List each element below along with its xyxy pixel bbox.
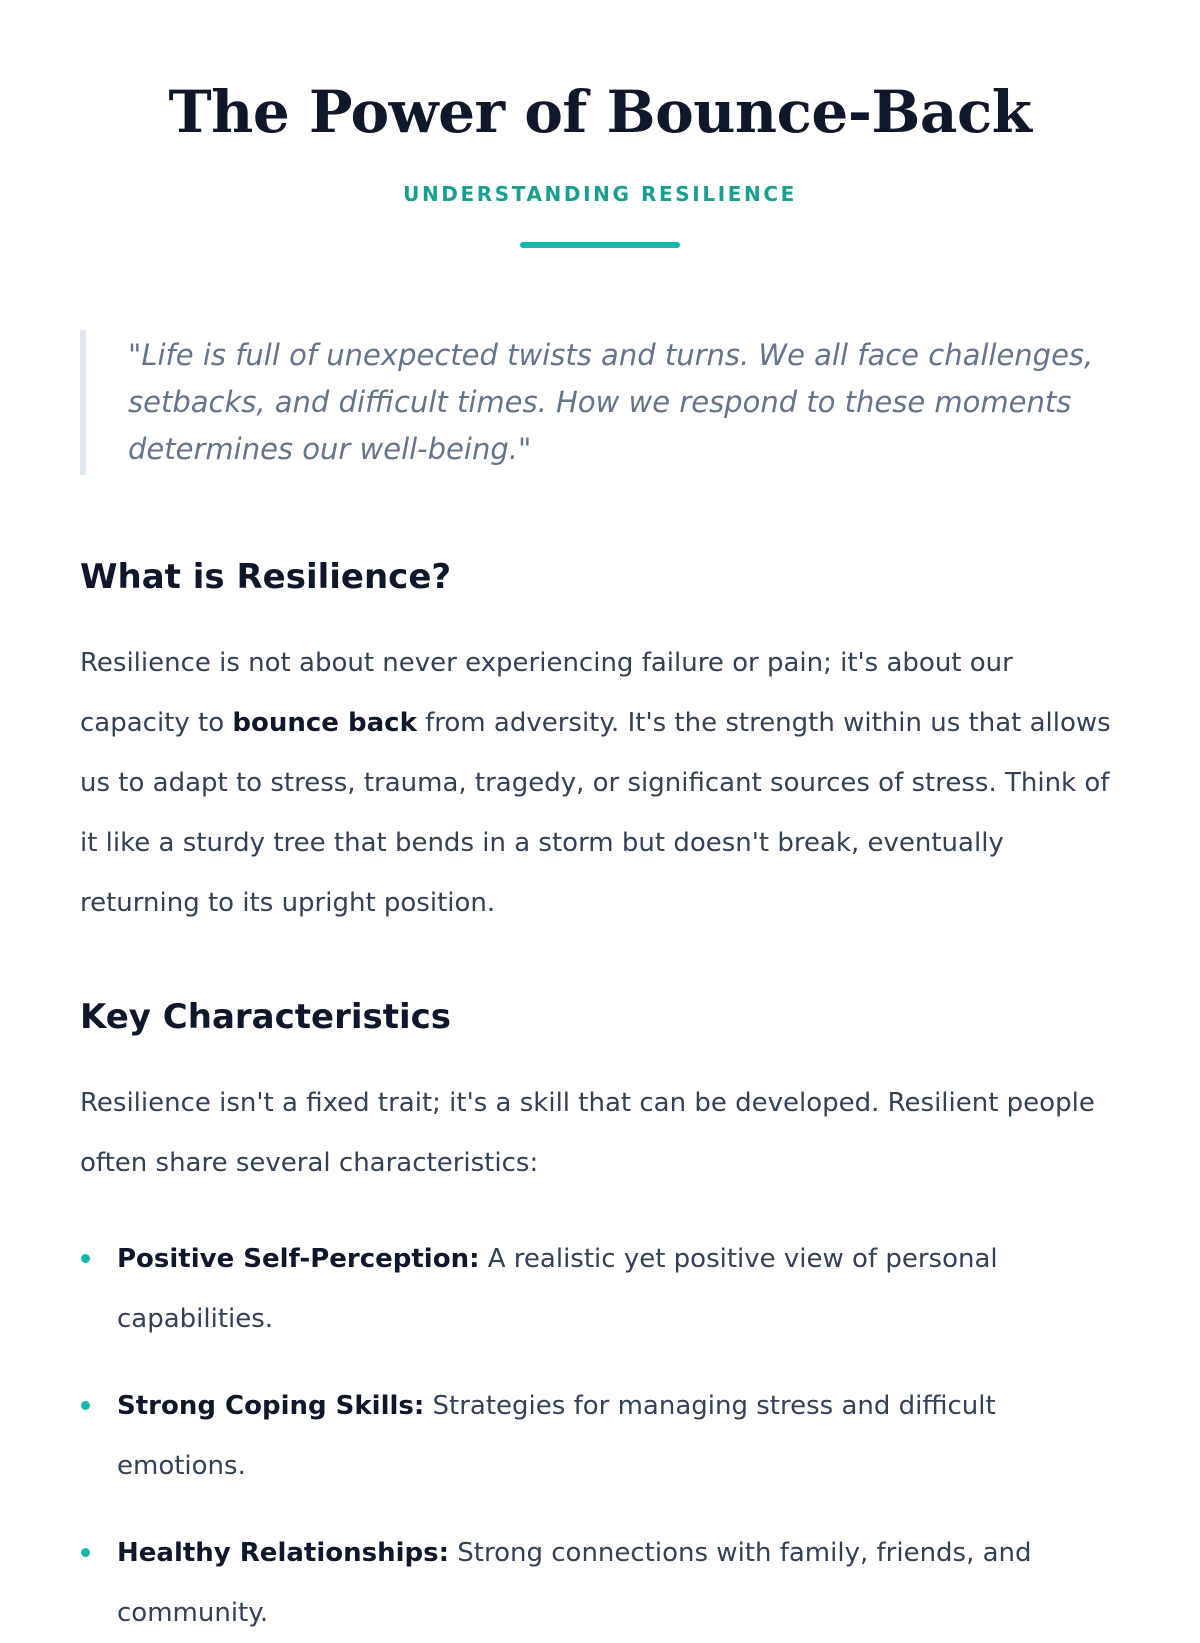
list-item [80,1376,1120,1496]
list-item-description: A realistic yet positive view of personal capabilities. [117,1244,998,1334]
article-header [80,0,1120,248]
section-what-is-resilience [80,555,1120,933]
list-item-term: Healthy Relationships: [117,1538,449,1568]
characteristics-intro-paragraph: Resilience isn't a fixed trait; it's a skill that can be developed. Resilient people often share several characteristics: [80,1088,1095,1178]
paragraph-text: Resilience is not about never experiencing failure or pain; it's about our capacity to [80,648,1013,738]
resilience-definition-paragraph [80,633,1120,933]
bullet-dot-icon [81,1401,90,1410]
intro-quote: "Life is full of unexpected twists and turns. We all face challenges, setbacks, and difficult times. How we respond to these moments determines our well-being." [80,330,1120,475]
section-title-what-is-resilience: What is Resilience? [80,557,452,597]
list-item-term: Positive Self-Perception: [117,1244,480,1274]
page-title: The Power of Bounce-Back [168,78,1032,146]
list-item-description: Strategies for managing stress and difficult emotions. [117,1391,996,1481]
bullet-dot-icon [81,1254,90,1263]
list-item [80,1229,1120,1349]
bullet-dot-icon [81,1548,90,1557]
list-item-term: Strong Coping Skills: [117,1391,425,1421]
page-subtitle: UNDERSTANDING RESILIENCE [403,182,797,206]
list-item [80,1523,1120,1643]
characteristics-list [80,1229,1120,1643]
section-title-key-characteristics: Key Characteristics [80,997,452,1037]
list-item-description: Strong connections with family, friends, and community. [117,1538,1032,1628]
paragraph-text: from adversity. It's the strength within us that allows us to adapt to stress, trauma, tragedy, or significant sources of stress. Think of it like a sturdy tree that bends in a storm but doesn't break, eventually returning to its upright position. [80,708,1111,918]
title-accent-divider [520,242,680,248]
section-key-characteristics [80,995,1120,1643]
bold-phrase: bounce back [232,708,417,738]
